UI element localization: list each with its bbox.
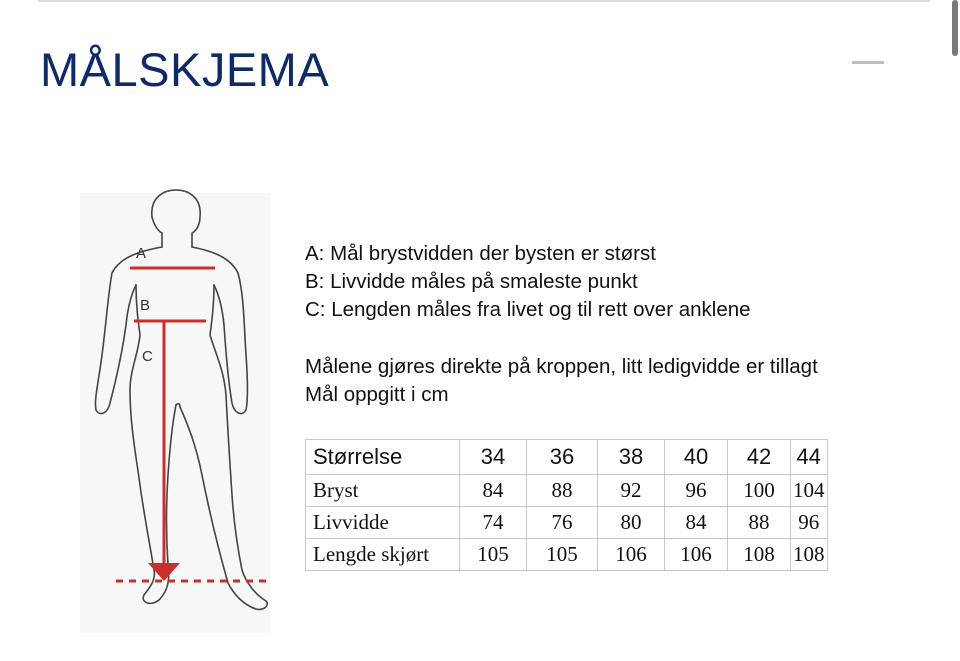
table-header-row [306, 440, 828, 475]
instruction-line: A: Mål brystvidden der bysten er størst [305, 242, 656, 265]
table-cell: 84 [460, 475, 527, 507]
table-cell: 88 [728, 507, 791, 539]
table-header-label: Størrelse [306, 440, 460, 475]
top-divider [38, 0, 930, 2]
size-header: 36 [527, 440, 598, 475]
measurement-figure [80, 185, 280, 635]
table-cell: 96 [665, 475, 728, 507]
size-header: 44 [791, 440, 828, 475]
size-table [305, 439, 828, 571]
table-cell: 96 [791, 507, 828, 539]
row-label: Bryst [306, 475, 460, 507]
table-cell: 108 [728, 539, 791, 571]
table-cell: 84 [665, 507, 728, 539]
table-cell: 104 [791, 475, 828, 507]
table-cell: 80 [598, 507, 665, 539]
row-label: Lengde skjørt [306, 539, 460, 571]
table-cell: 76 [527, 507, 598, 539]
table-cell: 105 [460, 539, 527, 571]
table-row [306, 539, 828, 571]
table-cell: 88 [527, 475, 598, 507]
body-silhouette-icon [80, 185, 280, 635]
table-row [306, 507, 828, 539]
row-label: Livvidde [306, 507, 460, 539]
table-cell: 106 [665, 539, 728, 571]
collapse-button[interactable] [846, 50, 890, 74]
scrollbar[interactable] [952, 0, 958, 56]
table-cell: 100 [728, 475, 791, 507]
size-header: 34 [460, 440, 527, 475]
table-cell: 92 [598, 475, 665, 507]
instruction-note: Mål oppgitt i cm [305, 383, 449, 406]
page-title: MÅLSKJEMA [40, 43, 330, 96]
instruction-note: Målene gjøres direkte på kroppen, litt ledigvidde er tillagt [305, 355, 818, 378]
table-cell: 108 [791, 539, 828, 571]
minus-icon [852, 61, 884, 64]
size-header: 38 [598, 440, 665, 475]
label-c: C [142, 348, 153, 365]
instruction-line: B: Livvidde måles på smaleste punkt [305, 270, 638, 293]
label-a: A [136, 245, 147, 262]
table-row [306, 475, 828, 507]
measurement-instructions [305, 240, 925, 409]
size-header: 42 [728, 440, 791, 475]
table-cell: 105 [527, 539, 598, 571]
size-header: 40 [665, 440, 728, 475]
label-b: B [140, 297, 151, 314]
instruction-line: C: Lengden måles fra livet og til rett over anklene [305, 298, 751, 321]
table-cell: 106 [598, 539, 665, 571]
table-cell: 74 [460, 507, 527, 539]
